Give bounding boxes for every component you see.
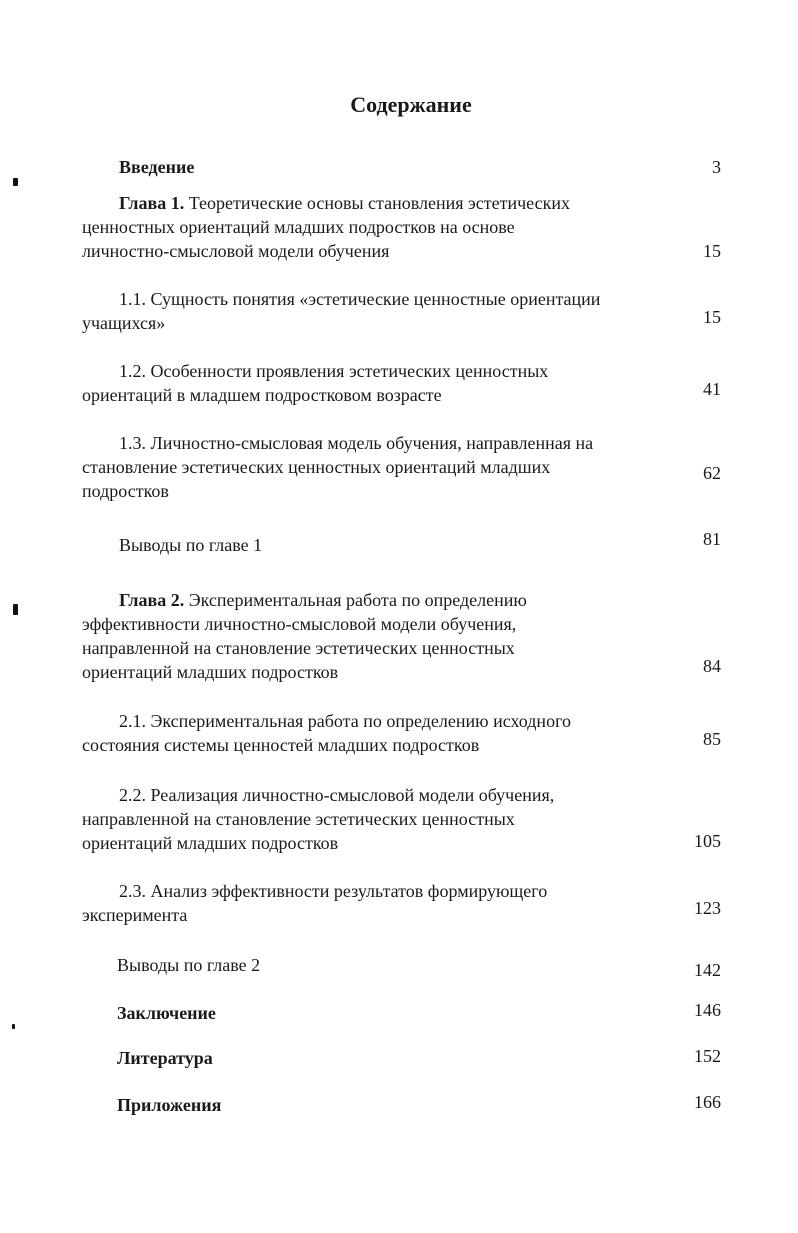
scan-speck bbox=[13, 178, 18, 186]
toc-entry-text: направленной на становление эстетических ценностных bbox=[82, 809, 515, 829]
toc-entry-conclusion[interactable] bbox=[0, 1000, 798, 1023]
toc-entry-section-2-3[interactable] bbox=[0, 879, 798, 925]
toc-entry-text-rest: Теоретические основы становления эстетических bbox=[184, 193, 570, 213]
toc-entry-text bbox=[119, 588, 527, 612]
toc-page-number: 105 bbox=[694, 831, 721, 851]
toc-entry-text: Выводы по главе 1 bbox=[119, 535, 263, 555]
chapter-label: Глава 2. bbox=[119, 590, 185, 610]
toc-entry-text: состояния системы ценностей младших подростков bbox=[82, 735, 480, 755]
toc-entry-text: 1.3. Личностно-смысловая модель обучения, направленная на bbox=[119, 433, 594, 453]
toc-entry-text: личностно-смысловой модели обучения bbox=[82, 241, 390, 261]
toc-entry-section-1-1[interactable] bbox=[0, 287, 798, 333]
toc-page-number: 123 bbox=[694, 898, 721, 918]
toc-entry-text: ориентаций младших подростков bbox=[82, 662, 339, 682]
toc-entry-text: подростков bbox=[82, 481, 169, 501]
toc-page-number: 85 bbox=[703, 729, 721, 749]
toc-entry-text: 2.1. Экспериментальная работа по определению исходного bbox=[119, 711, 572, 731]
toc-entry-text: эффективности личностно-смысловой модели обучения, bbox=[82, 614, 517, 634]
toc-entry-appendices[interactable] bbox=[0, 1092, 798, 1115]
toc-entry-text: 2.3. Анализ эффективности результатов формирующего bbox=[119, 881, 548, 901]
scan-speck bbox=[12, 1024, 15, 1029]
scan-speck bbox=[13, 604, 18, 615]
toc-entry-conclusions-1[interactable] bbox=[0, 529, 798, 555]
toc-entry-section-2-1[interactable] bbox=[0, 709, 798, 755]
toc-entry-section-1-2[interactable] bbox=[0, 359, 798, 405]
toc-page-number: 3 bbox=[712, 157, 721, 177]
toc-page-number: 152 bbox=[694, 1046, 721, 1066]
toc-entry-text: Введение bbox=[119, 157, 195, 177]
toc-page-number: 142 bbox=[694, 960, 721, 980]
toc-entry-section-1-3[interactable] bbox=[0, 431, 798, 501]
toc-entry-text: 2.2. Реализация личностно-смысловой модели обучения, bbox=[119, 785, 555, 805]
toc-entry-section-2-2[interactable] bbox=[0, 783, 798, 853]
toc-page-number: 166 bbox=[694, 1092, 721, 1112]
toc-entry-text: ориентаций в младшем подростковом возрасте bbox=[82, 385, 442, 405]
toc-entry-text: Приложения bbox=[117, 1095, 222, 1115]
toc-entry-introduction[interactable] bbox=[0, 155, 798, 177]
toc-entry-references[interactable] bbox=[0, 1046, 798, 1068]
toc-entry-text: становление эстетических ценностных ориентаций младших bbox=[82, 457, 551, 477]
toc-entry-conclusions-2[interactable] bbox=[0, 953, 798, 980]
toc-entry-text: Заключение bbox=[117, 1003, 216, 1023]
toc-page-number: 15 bbox=[703, 241, 721, 261]
toc-entry-text: Выводы по главе 2 bbox=[117, 955, 261, 975]
toc-entry-text: Литература bbox=[117, 1048, 213, 1068]
toc-entry-chapter-1[interactable] bbox=[0, 191, 798, 261]
toc-page-number: 81 bbox=[703, 529, 721, 549]
toc-page-number: 146 bbox=[694, 1000, 721, 1020]
toc-entry-text: учащихся» bbox=[82, 313, 166, 333]
toc-entry-text-rest: Экспериментальная работа по определению bbox=[184, 590, 527, 610]
toc-entry-text: 1.2. Особенности проявления эстетических ценностных bbox=[119, 361, 549, 381]
toc-page-number: 62 bbox=[703, 463, 721, 483]
toc-entry-text: ценностных ориентаций младших подростков на основе bbox=[82, 217, 515, 237]
toc-entry-text bbox=[119, 191, 570, 215]
toc-entry-text: эксперимента bbox=[82, 905, 188, 925]
toc-entry-chapter-2[interactable] bbox=[0, 588, 798, 682]
page-title: Содержание bbox=[350, 92, 472, 117]
toc-page-number: 84 bbox=[703, 656, 721, 676]
toc-page-number: 41 bbox=[703, 379, 721, 399]
toc-entry-text: 1.1. Сущность понятия «эстетические ценностные ориентации bbox=[119, 289, 601, 309]
chapter-label: Глава 1. bbox=[119, 193, 185, 213]
toc-entry-text: направленной на становление эстетических ценностных bbox=[82, 638, 515, 658]
toc-page-number: 15 bbox=[703, 307, 721, 327]
toc-entry-text: ориентаций младших подростков bbox=[82, 833, 339, 853]
